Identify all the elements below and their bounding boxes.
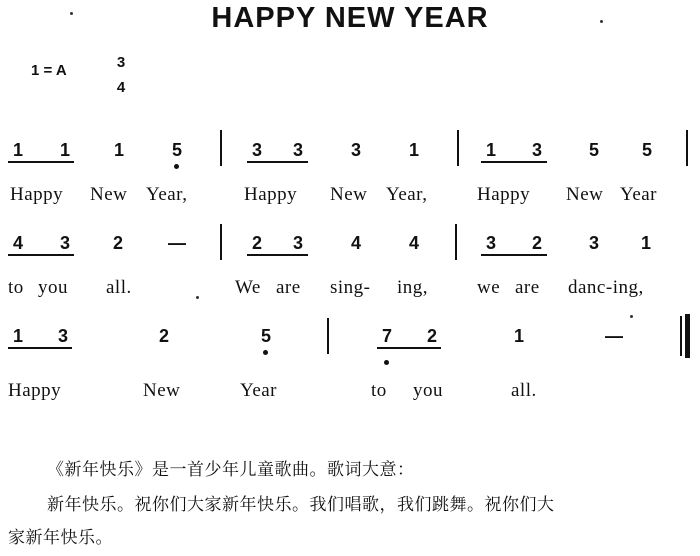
description-line-1: 《新年快乐》是一首少年儿童歌曲。歌词大意： <box>47 460 415 480</box>
note: 4 <box>408 233 419 253</box>
lyric-word: to <box>371 380 387 401</box>
description-line-3: 家新年快乐。 <box>8 528 113 548</box>
low-octave-dot <box>263 350 268 355</box>
note: 5 <box>260 326 271 346</box>
lyric-word: New <box>330 184 368 205</box>
lyric-word: all. <box>511 380 537 401</box>
key-signature: 1 = A <box>31 62 67 79</box>
final-barline-thick <box>685 314 690 358</box>
eighth-beam <box>247 254 308 256</box>
scan-speck <box>630 315 633 318</box>
barline <box>220 224 222 260</box>
eighth-beam <box>481 254 547 256</box>
lyric-word: We <box>235 277 261 298</box>
lyric-word: you <box>413 380 443 401</box>
note: 2 <box>158 326 169 346</box>
final-barline-thin <box>680 316 682 356</box>
low-octave-dot <box>174 164 179 169</box>
lyric-word: Year, <box>146 184 188 205</box>
lyric-word: sing- <box>330 277 371 298</box>
note: 1 <box>59 140 70 160</box>
note: 2 <box>531 233 542 253</box>
song-title: HAPPY NEW YEAR <box>211 2 489 34</box>
note: 7 <box>381 326 392 346</box>
lyric-word: are <box>276 277 301 298</box>
note: 1 <box>408 140 419 160</box>
note: 2 <box>426 326 437 346</box>
lyric-word: to <box>8 277 24 298</box>
lyric-word: we <box>477 277 501 298</box>
lyric-word: all. <box>106 277 132 298</box>
lyric-word: are <box>515 277 540 298</box>
lyric-word: you <box>38 277 68 298</box>
lyric-word: Happy <box>8 380 62 401</box>
lyric-word: Happy <box>244 184 298 205</box>
time-signature-bottom: 4 <box>116 79 126 96</box>
note: 4 <box>12 233 23 253</box>
note: 2 <box>251 233 262 253</box>
eighth-beam <box>481 161 547 163</box>
note: 1 <box>113 140 124 160</box>
note: 3 <box>251 140 262 160</box>
note: 3 <box>350 140 361 160</box>
note: 1 <box>12 140 23 160</box>
eighth-beam <box>377 347 441 349</box>
barline <box>686 130 688 166</box>
lyric-word: Happy <box>477 184 531 205</box>
lyric-word: New <box>566 184 604 205</box>
note: 3 <box>485 233 496 253</box>
scan-speck <box>70 12 73 15</box>
scan-speck <box>196 296 199 299</box>
lyric-word: ing, <box>397 277 429 298</box>
eighth-beam <box>8 254 74 256</box>
note: 3 <box>531 140 542 160</box>
lyric-word: Happy <box>10 184 64 205</box>
eighth-beam <box>8 161 74 163</box>
note: 5 <box>588 140 599 160</box>
note: 3 <box>292 233 303 253</box>
note: — <box>605 326 623 346</box>
note: 4 <box>350 233 361 253</box>
note: — <box>168 233 186 253</box>
lyric-word: danc-ing, <box>568 277 644 298</box>
barline <box>457 130 459 166</box>
lyric-word: New <box>90 184 128 205</box>
note: 1 <box>640 233 651 253</box>
note: 2 <box>112 233 123 253</box>
lyric-word: Year <box>240 380 278 401</box>
barline <box>220 130 222 166</box>
lyric-word: Year <box>620 184 658 205</box>
note: 1 <box>513 326 524 346</box>
barline <box>455 224 457 260</box>
note: 3 <box>57 326 68 346</box>
scan-speck <box>600 20 603 23</box>
low-octave-dot <box>384 360 389 365</box>
note: 3 <box>588 233 599 253</box>
lyric-word: Year, <box>386 184 428 205</box>
barline <box>327 318 329 354</box>
time-signature <box>108 54 134 96</box>
lyric-word: New <box>143 380 181 401</box>
note: 5 <box>171 140 182 160</box>
note: 5 <box>641 140 652 160</box>
note: 3 <box>292 140 303 160</box>
eighth-beam <box>8 347 72 349</box>
description-line-2: 新年快乐。祝你们大家新年快乐。我们唱歌，我们跳舞。祝你们大 <box>47 495 555 515</box>
note: 1 <box>12 326 23 346</box>
eighth-beam <box>247 161 308 163</box>
time-signature-top: 3 <box>116 54 126 71</box>
note: 1 <box>485 140 496 160</box>
note: 3 <box>59 233 70 253</box>
